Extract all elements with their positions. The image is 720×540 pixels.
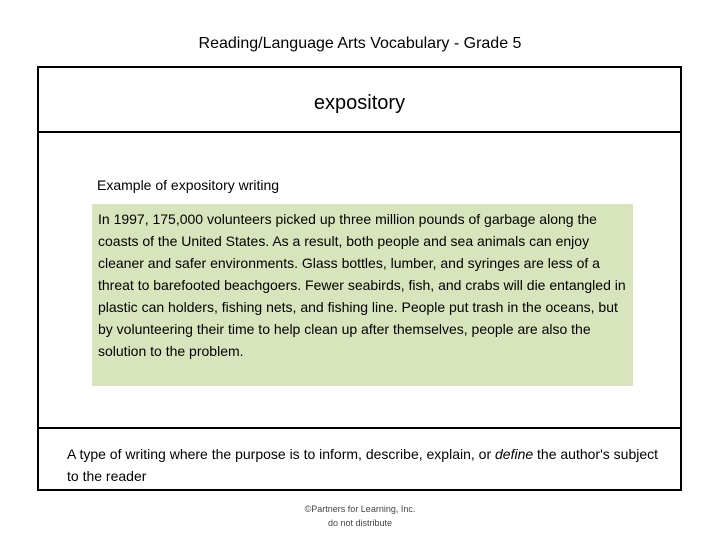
vocabulary-card — [37, 66, 682, 491]
distribution-notice: do not distribute — [327, 518, 393, 528]
example-passage-text: In 1997, 175,000 volunteers picked up three million pounds of garbage along the coasts of the United States. As a result, both people and sea animals can enjoy cleaner and safer environments. Glass bottles, lumber, and syringes are less of a threat to barefooted beachgoers. Fewer seabirds, fish, and crabs will die entangled in plastic can holders, fishing nets, and fishing line. People put trash in the oceans, but by volunteering their time to help clean up after themselves, people are also the solution to the problem. — [98, 211, 626, 359]
term-row — [39, 68, 680, 133]
definition-text — [67, 443, 667, 487]
page-title: Reading/Language Arts Vocabulary - Grade 5 — [198, 35, 522, 52]
example-passage-box — [92, 204, 633, 386]
definition-row — [39, 427, 680, 489]
example-heading: Example of expository writing — [97, 177, 280, 193]
copyright-footer — [0, 502, 720, 530]
definition-emphasis: define — [495, 446, 534, 462]
definition-text-end: the author's subject to the reader — [67, 446, 659, 484]
definition-text-start: A type of writing where the purpose is to inform, describe, explain, or — [67, 446, 495, 462]
copyright-line: ©Partners for Learning, Inc. — [304, 504, 416, 514]
vocabulary-term: expository — [313, 92, 406, 114]
